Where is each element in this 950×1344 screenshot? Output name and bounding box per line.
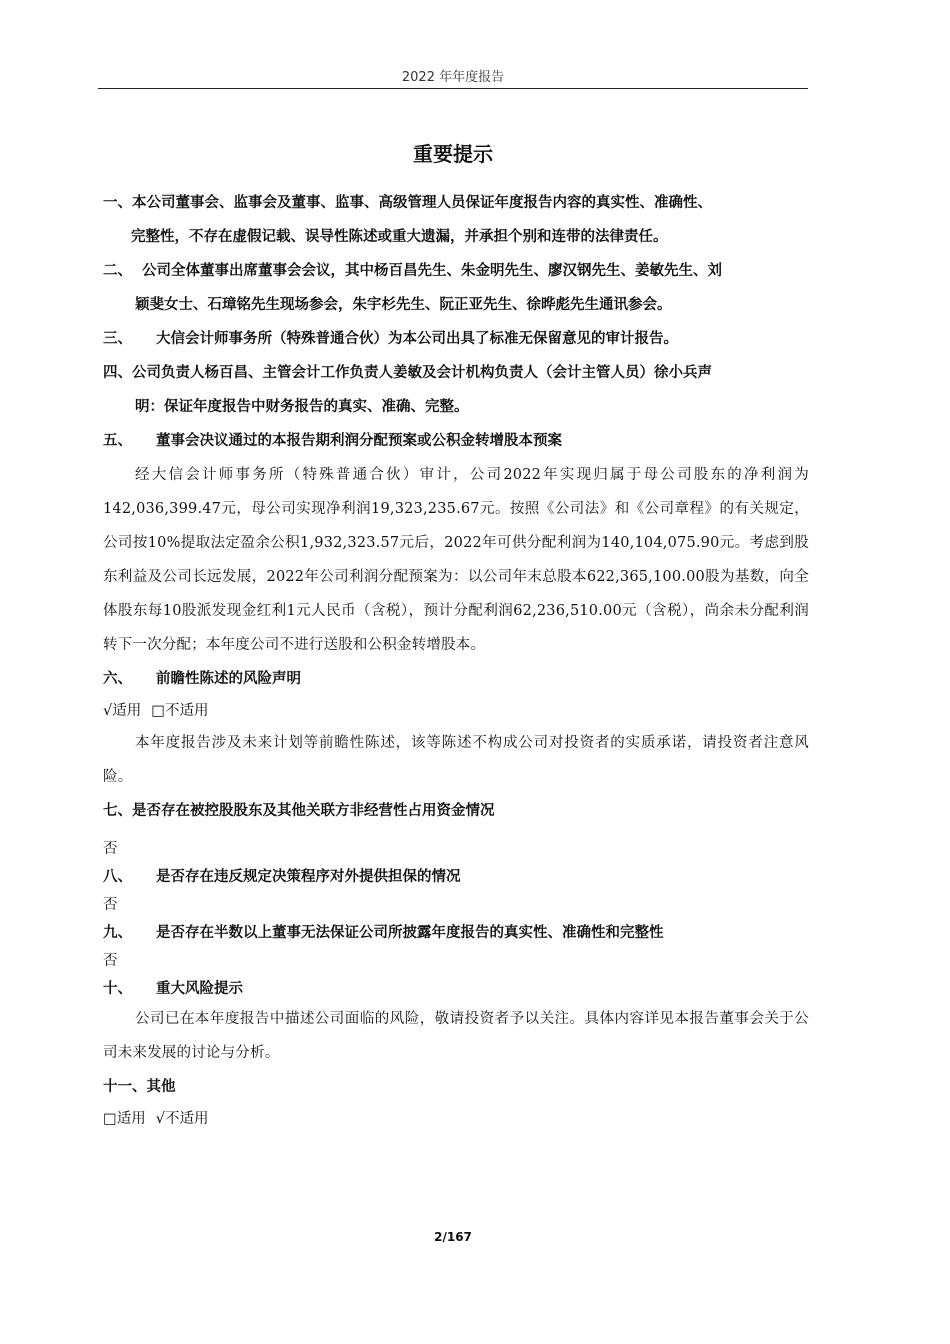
section-6-options: [103, 696, 809, 726]
section-5-number: 五、: [103, 433, 132, 449]
section-11-not-applicable-checked: √不适用: [155, 1111, 209, 1127]
section-7-answer: 否: [103, 841, 118, 857]
section-4-text-line2: 明：保证年度报告中财务报告的真实、准确、完整。: [135, 399, 469, 415]
section-8-heading: [103, 864, 809, 890]
section-8-heading-text: 是否存在违反规定决策程序对外提供担保的情况: [156, 869, 461, 885]
section-6-heading: [103, 662, 809, 696]
section-6-heading-text: 前瞻性陈述的风险声明: [156, 671, 301, 687]
section-10-heading: [103, 976, 809, 1002]
section-2: [103, 254, 809, 322]
section-8-number: 八、: [103, 869, 132, 885]
section-3-text: 大信会计师事务所（特殊普通合伙）为本公司出具了标准无保留意见的审计报告。: [156, 331, 678, 347]
section-4-text-line1: 公司负责人杨百昌、主管会计工作负责人姜敏及会计机构负责人（会计主管人员）徐小兵声: [132, 365, 712, 381]
section-11-heading: 十一、其他: [103, 1079, 176, 1095]
page-number: 2/167: [434, 1230, 472, 1244]
section-2-number: 二、: [103, 263, 132, 279]
section-5-body: 经大信会计师事务所（特殊普通合伙）审计，公司2022年实现归属于母公司股东的净利润为142,036,399.47元，母公司实现净利润19,323,235.67元。按照《公司法》和《公司章程》的有关规定，公司按10%提取法定盈余公积1,932,323.57元后，2022年可供分配利润为140,104,075.90元。考虑到股东利益及公司长远发展，2022年公司利润分配预案为：以公司年末总股本622,365,100.00股为基数，向全体股东每10股派发现金红利1元人民币（含税），预计分配利润62,236,510.00元（含税），尚余未分配利润转下一次分配；本年度公司不进行送股和公积金转增股本。: [103, 467, 809, 653]
report-header: 2022 年年度报告: [401, 70, 505, 85]
section-4: [103, 356, 809, 424]
section-6-applicable-checked: √适用: [103, 703, 142, 719]
section-2-text-line2: 颖斐女士、石璋铭先生现场参会，朱宇杉先生、阮正亚先生、徐晔彪先生通讯参会。: [135, 297, 672, 313]
section-1: [103, 186, 809, 254]
section-5-heading: [103, 424, 809, 458]
section-3-number: 三、: [103, 331, 132, 347]
section-9-number: 九、: [103, 925, 132, 941]
section-10-heading-text: 重大风险提示: [156, 981, 243, 997]
section-8-answer: 否: [103, 897, 118, 913]
section-9-answer: 否: [103, 953, 118, 969]
section-4-number: 四、: [103, 365, 132, 381]
section-1-text-line2: 完整性，不存在虚假记载、误导性陈述或重大遗漏，并承担个别和连带的法律责任。: [131, 229, 668, 245]
section-7-heading: 七、是否存在被控股股东及其他关联方非经营性占用资金情况: [103, 803, 495, 819]
section-9-heading-text: 是否存在半数以上董事无法保证公司所披露年度报告的真实性、准确性和完整性: [156, 925, 664, 941]
section-6-not-applicable: □不适用: [151, 703, 209, 719]
section-5-heading-text: 董事会决议通过的本报告期利润分配预案或公积金转增股本预案: [156, 433, 562, 449]
page-title: 重要提示: [413, 142, 493, 166]
section-6-body: 本年度报告涉及未来计划等前瞻性陈述，该等陈述不构成公司对投资者的实质承诺，请投资者注意风险。: [103, 735, 809, 785]
section-2-text-line1: 公司全体董事出席董事会会议，其中杨百昌先生、朱金明先生、廖汉钢先生、姜敏先生、刘: [142, 263, 722, 279]
section-6-number: 六、: [103, 671, 132, 687]
section-10-number: 十、: [103, 981, 132, 997]
document-body: [103, 186, 809, 1134]
section-1-text-line1: 本公司董事会、监事会及董事、监事、高级管理人员保证年度报告内容的真实性、准确性、: [132, 195, 712, 211]
section-1-number: 一、: [103, 195, 132, 211]
section-11-applicable: □适用: [103, 1111, 146, 1127]
section-11-options: [103, 1104, 809, 1134]
section-9-heading: [103, 920, 809, 946]
section-3: [103, 322, 809, 356]
section-10-body: 公司已在本年度报告中描述公司面临的风险，敬请投资者予以关注。具体内容详见本报告董事会关于公司未来发展的讨论与分析。: [103, 1011, 809, 1061]
header-divider: [98, 88, 808, 89]
